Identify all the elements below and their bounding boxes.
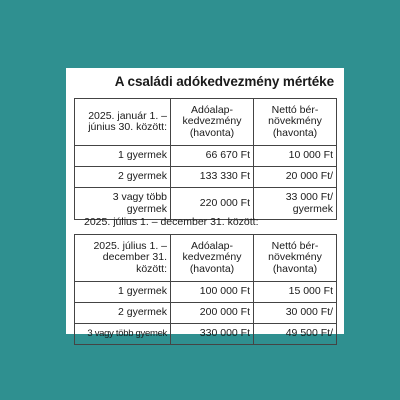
net-value: 20 000 Ft/: [254, 167, 337, 188]
net-value: 30 000 Ft/: [254, 303, 337, 324]
net-value: 15 000 Ft: [254, 282, 337, 303]
first-half-year-table: [74, 98, 337, 220]
net-value: 49 500 Ft/: [254, 324, 337, 345]
allowance-header: Adóalap-kedvezmény (havonta): [171, 99, 254, 146]
net-value: 10 000 Ft: [254, 146, 337, 167]
row-label: 2 gyermek: [75, 303, 171, 324]
table-header-row: [75, 99, 337, 146]
allowance-value: 66 670 Ft: [171, 146, 254, 167]
row-label: 3 vagy több gyemek: [75, 324, 171, 345]
allowance-value: 330 000 Ft: [171, 324, 254, 345]
period-header: 2025. január 1. – június 30. között:: [75, 99, 171, 146]
table-row: [75, 303, 337, 324]
info-card: [66, 68, 344, 340]
allowance-value: 220 000 Ft: [171, 188, 254, 220]
period-header: 2025. július 1. – december 31. között:: [75, 235, 171, 282]
row-label: 1 gyermek: [75, 282, 171, 303]
allowance-header: Adóalap-kedvezmény (havonta): [171, 235, 254, 282]
row-label: 1 gyermek: [75, 146, 171, 167]
table-header-row: [75, 235, 337, 282]
net-value: 33 000 Ft/ gyermek: [254, 188, 337, 220]
allowance-value: 133 330 Ft: [171, 167, 254, 188]
second-half-year-table: [74, 234, 337, 345]
table-row: [75, 324, 337, 345]
card-title: A családi adókedvezmény mértéke: [114, 74, 334, 89]
allowance-value: 200 000 Ft: [171, 303, 254, 324]
row-label: 3 vagy több gyermek: [75, 188, 171, 220]
table-row: [75, 146, 337, 167]
table-row: [75, 282, 337, 303]
net-increase-header: Nettó bér-növekmény (havonta): [254, 99, 337, 146]
allowance-value: 100 000 Ft: [171, 282, 254, 303]
net-increase-header: Nettó bér-növekmény (havonta): [254, 235, 337, 282]
row-label: 2 gyermek: [75, 167, 171, 188]
table-row: [75, 188, 337, 220]
table-row: [75, 167, 337, 188]
second-half-section-title: 2025. július 1. – december 31. között:: [84, 216, 259, 228]
